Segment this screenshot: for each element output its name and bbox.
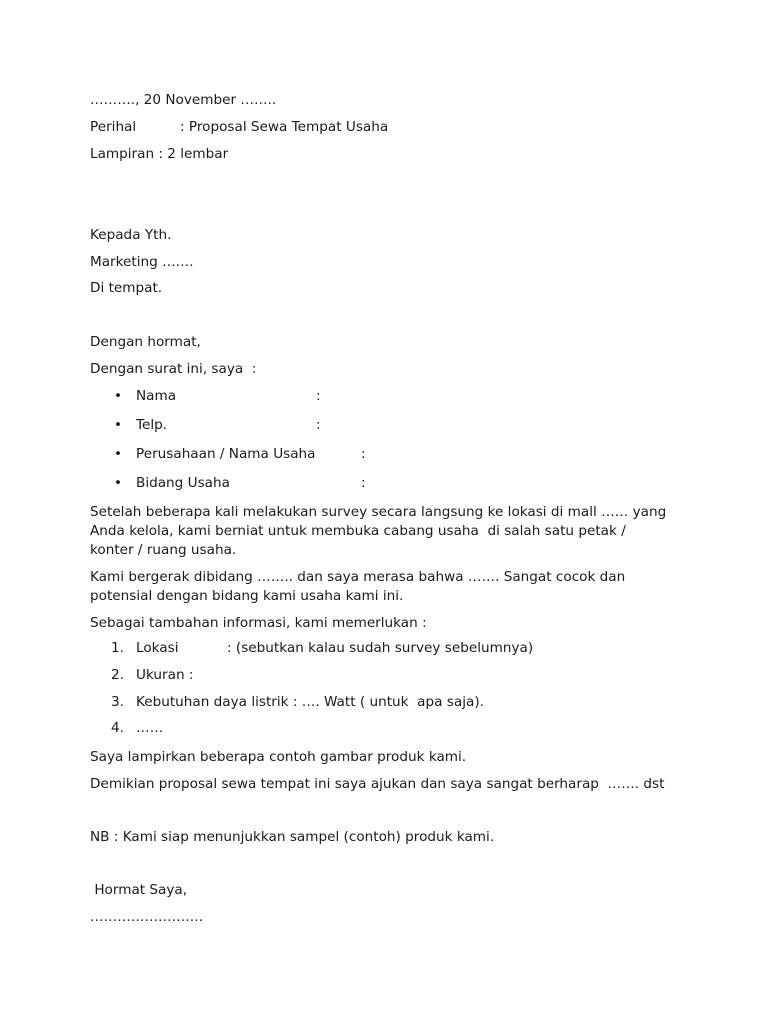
identity-colon: : <box>361 446 366 462</box>
paragraph-1-line-1: Setelah beberapa kali melakukan survey secara langsung ke lokasi di mall …… yang <box>90 504 667 520</box>
paragraph-1-line-3: konter / ruang usaha. <box>90 542 237 558</box>
date-line: ………., 20 November …….. <box>90 92 277 108</box>
paragraph-2-line-1: Kami bergerak dibidang …….. dan saya merasa bahwa ……. Sangat cocok dan <box>90 569 626 585</box>
list-number: 3. <box>111 694 124 710</box>
recipient-line-2: Marketing ……. <box>90 254 194 270</box>
bullet-icon: • <box>114 388 123 404</box>
paragraph-2-line-2: potensial dengan bidang kami usaha kami ini. <box>90 588 404 604</box>
identity-label: Nama <box>136 388 177 404</box>
bullet-icon: • <box>114 475 123 491</box>
list-number: 4. <box>111 720 124 736</box>
requirement-label: Lokasi <box>136 640 179 656</box>
perihal-value: : Proposal Sewa Tempat Usaha <box>180 119 389 135</box>
list-number: 2. <box>111 667 124 683</box>
requirement-label: …… <box>136 720 164 736</box>
attach-line: Saya lampirkan beberapa contoh gambar produk kami. <box>90 749 467 765</box>
identity-colon: : <box>316 388 321 404</box>
identity-colon: : <box>316 417 321 433</box>
paragraph-1-line-2: Anda kelola, kami berniat untuk membuka cabang usaha di salah satu petak / <box>90 523 626 539</box>
closing-line: Demikian proposal sewa tempat ini saya ajukan dan saya sangat berharap ……. dst <box>90 776 665 792</box>
requirement-label: Kebutuhan daya listrik : …. Watt ( untuk apa saja). <box>136 694 484 710</box>
lampiran-line: Lampiran : 2 lembar <box>90 146 229 162</box>
bullet-icon: • <box>114 446 123 462</box>
identity-colon: : <box>361 475 366 491</box>
requirement-value: : (sebutkan kalau sudah survey sebelumnya) <box>227 640 534 656</box>
recipient-line-3: Di tempat. <box>90 280 163 296</box>
bullet-icon: • <box>114 417 123 433</box>
recipient-line-1: Kepada Yth. <box>90 227 172 243</box>
nb-line: NB : Kami siap menunjukkan sampel (contoh) produk kami. <box>90 829 495 845</box>
requirement-label: Ukuran : <box>136 667 194 683</box>
identity-label: Telp. <box>136 417 168 433</box>
greeting: Dengan hormat, <box>90 334 201 350</box>
signoff: Hormat Saya, <box>90 882 188 898</box>
intro-line: Dengan surat ini, saya : <box>90 361 257 377</box>
list-number: 1. <box>111 640 124 656</box>
signature-dots: ……………………. <box>90 909 204 925</box>
identity-label: Perusahaan / Nama Usaha <box>136 446 316 462</box>
perihal-label: Perihal <box>90 119 137 135</box>
identity-label: Bidang Usaha <box>136 475 230 491</box>
info-intro: Sebagai tambahan informasi, kami memerlukan : <box>90 615 427 631</box>
